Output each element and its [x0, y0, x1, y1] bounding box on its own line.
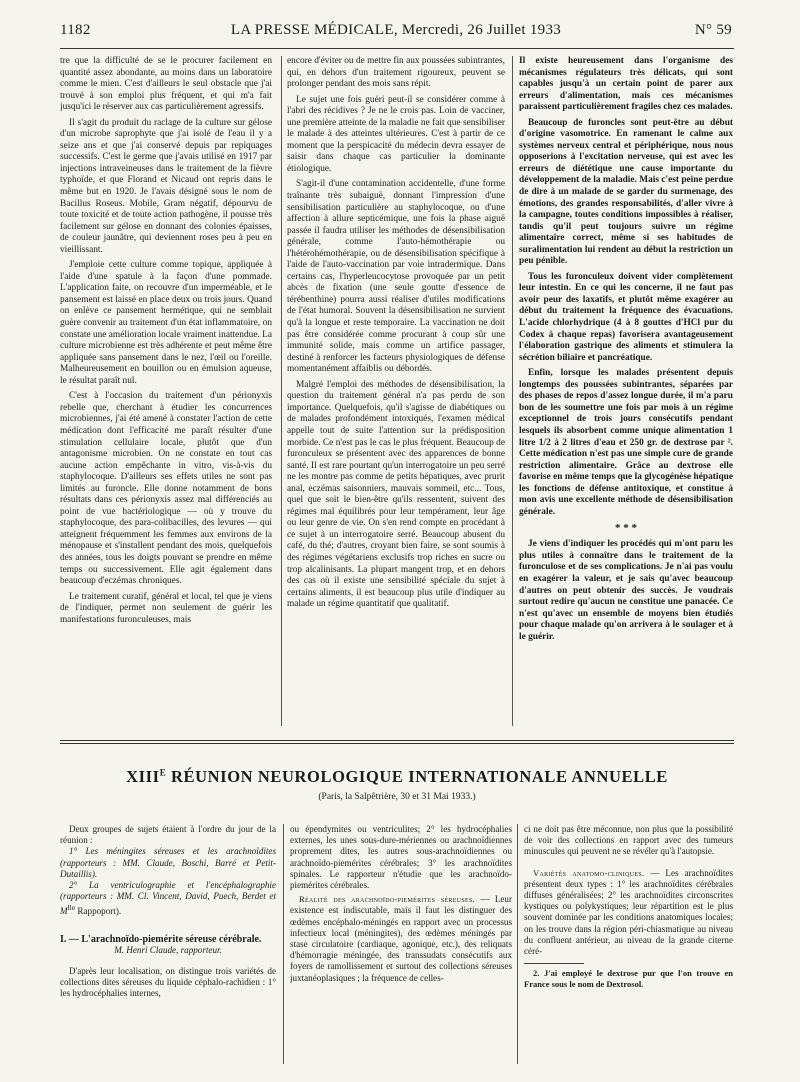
- paragraph: D'après leur localisation, on distingue trois variétés de collections dites séreuses du liquide céphalo-rachidien : 1° les hydrocéphalies internes,: [60, 966, 276, 999]
- paragraph: Enfin, lorsque les malades présentent depuis longtemps des poussées subintrantes, séparées par des phases de repos d'assez longue durée, il m'a paru bon de les soumettre une fois par mois à un régime exceptionnel de trois jours consécutifs pendant lesquels ils absorbent comme unique alimentation 1 litre 1/2 à 2 litres d'eau et 250 gr. de dextrose par ². Cette médication n'est pas une simple cure de grande restriction alimentaire. Grâce au dextrose elle favorise en même temps que la glycogénèse hépatique les fonctions de défense antitoxique, et constitue à mon avis une excellente méthode de désensibilisation générale.: [519, 368, 733, 517]
- paragraph: Il existe heureusement dans l'organisme des mécanismes régulateurs très délicats, qui sont capables jusqu'à un certain point de parer aux erreurs d'alimentation, mais ces mécanismes paraissent particulièrement fragiles chez ces malades.: [519, 56, 733, 113]
- report-author: M. Henri Claude, rapporteur.: [114, 944, 222, 955]
- report-column-2: [290, 824, 512, 1064]
- article-column-2: [287, 56, 505, 726]
- paragraph: encore d'éviter ou de mettre fin aux poussées subintrantes, qui, en dehors d'un traitement rigoureux, peuvent se prolonger pendant des mois sans répit.: [287, 56, 505, 90]
- report-heading: I. — L'arachnoïdo-piemérite séreuse cérébrale.: [60, 933, 262, 945]
- page-number: 1182: [60, 22, 91, 38]
- paragraph: C'est à l'occasion du traitement d'un périonyxis rebelle que, cherchant à étudier les concurrences microbiennes, j'ai été amené à constater l'action de cette médication dont l'efficacité me paraît résulter d'une stimulation cellulaire locale, plutôt que d'un antagonisme microbien. On ne constate en tout cas aucune action empêchante in vitro, vis-à-vis du staphylocoque. D'ailleurs ses effets utiles ne sont pas limités au furoncle. Elle donne notamment de bons résultats dans ces périonyxis assez mal différenciés au point de vue bactériologique — où y trouve du staphylocoque, des para-colibacilles, des levures — qui atteignent fréquemment les femmes aux environs de la ménopause et s'installent pendant des mois, quelquefois des années, tous les doigts pouvant se prendre en même temps ou successivement. Elle agit également dans beaucoup d'eczémas chroniques.: [60, 391, 272, 587]
- section-rule: [60, 740, 734, 741]
- journal-title: LA PRESSE MÉDICALE, Mercredi, 26 Juillet 1933: [230, 22, 562, 38]
- paragraph: Réalité des arachnoïdo-piemérites séreuses. — Leur existence est indiscutable, mais il faut les distinguer des œdèmes encéphalo-méningés en rapport avec un processus infectieux local (méningites), des œdèmes méningés par stase circulatoire (cardiaque, agonique, etc.), des reliquats d'hémorragie méningée, des transsudats consécutifs aux foyers de ramollissement et surtout des collections séreuses juxtanéoplasiques ; la fréquence de celles-: [290, 894, 512, 983]
- section-stars: * * *: [615, 522, 637, 535]
- paragraph: Je viens d'indiquer les procédés qui m'ont paru les plus utiles à connaître dans le traitement de la furonculose et de ses complications. Je n'ai pas voulu en exagérer la valeur, et je sais qu'avec beaucoup d'autres on peut obtenir des succès. Je voudrais surtout redire qu'aucun ne constitue une panacée. Ce n'est qu'avec un ensemble de moyens bien étudiés pour chaque malade qu'on arrivera à le soulager et à le guérir.: [519, 539, 733, 642]
- report-column-1: [60, 824, 276, 1064]
- paragraph: Malgré l'emploi des méthodes de désensibilisation, la question du traitement général n'a pas perdu de son importance. Quelquefois, qu'il s'agisse de diabétiques ou de malades profondément intoxiqués, l'examen médical appelle tout de suite l'attention sur la prédisposition morbide. Ce n'est pas le cas le plus fréquent. Beaucoup de furonculeux se présentent avec des apparences de bonne santé. Il est rare pourtant qu'un interrogatoire un peu serré ne les montre pas comme de petits hépatiques, avec prurit anal, eczémas saisonniers, mauvais sommeil, etc... Tous, quel que soit le bien-être qu'ils ressentent, suivent des régimes mal équilibrés pour leur tempérament, leur âge ou leur genre de vie. On s'en rend compte en procédant à ce sujet à un interrogatoire serré. Beaucoup abusent du café, du thé; d'autres, croyant bien faire, se sont soumis à des régimes végétariens exclusifs trop riches en sucre ou trop alcalinisants. La plupart mangent trop, et en dehors des cas où il existe une sensibilité spéciale du sujet à certains aliments, il est beaucoup plus utile d'indiquer au malade un régime quantitatif que qualitatif.: [287, 379, 505, 610]
- paragraph: ci ne doit pas être méconnue, non plus que la possibilité de voir des collections en rapport avec des tumeurs minuscules qui peuvent ne se révéler qu'à l'autopsie.: [524, 824, 733, 857]
- column-rule: [281, 56, 282, 726]
- paragraph: 2° La ventriculographie et l'encéphalographie (rapporteurs : MM. Cl. Vincent, David, Puech, Berdet et $M^{lle}$ Rappoport).: [60, 880, 276, 917]
- paragraph: Beaucoup de furoncles sont peut-être au début d'origine vasomotrice. En ramenant le calme aux systèmes nerveux central et périphérique, nous nous opposerions à l'excitation nerveuse, qui est avec les erreurs de diététique une cause importante du développement de la maladie. Mais c'est peine perdue de dire à un malade de se garder du surmenage, des émotions, des grandes responsabilités, d'aller vivre à la campagne, toutes conditions impossibles à réaliser, tandis qu'il peut toujours suivre un régime alimentaire correct, même si ses habitudes de suralimentation lui rendent au début la restriction un peu pénible.: [519, 117, 733, 267]
- paragraph: Le traitement curatif, général et local, tel que je viens de l'indiquer, permet non seulement de guérir les manifestations furonculeuses, mais: [60, 591, 272, 625]
- column-rule: [283, 824, 284, 1064]
- paragraph: J'emploie cette culture comme topique, appliquée à l'aide d'une spatule à la façon d'une pommade. L'application faite, on recouvre d'un imperméable, et le pansement est laissé en place deux ou trois jours. Quand on enlève ce pansement hermétique, qui ne semblait guère convenir au traitement d'un état inflammatoire, on constate une amélioration locale vraiment inattendue. La culture microbienne est très adhérente et peut même être appliquée sans pansement dans le nez, l'œil ou l'oreille. Malheureusement en bouillon ou en émulsion aqueuse, le résultat paraît nul.: [60, 260, 272, 386]
- column-rule: [512, 56, 513, 726]
- paragraph: Il s'agit du produit du raclage de la culture sur gélose d'un microbe saprophyte que j'ai isolé de l'eau il y a seize ans et que j'ai conservé depuis par repiquages successifs. C'est le germe que j'avais utilisé en 1917 par injections intraveineuses dans le traitement de la fièvre typhoïde, et que Florand et Nicaud ont repris dans le même but en 1920. Je l'avais désigné sous le nom de Bacillus Roseus. Mobile, Gram négatif, dépourvu de toute toxicité et de toute action pathogène, il pousse très facilement sur gélose en donnant des colonies épaisses, de couleur jaunâtre, qui deviennent roses peu à peu en vieillissant.: [60, 117, 272, 255]
- header-rule: [60, 48, 734, 49]
- section-rule: [60, 743, 734, 744]
- report-column-3: [524, 824, 733, 1064]
- paragraph: Deux groupes de sujets étaient à l'ordre du jour de la réunion :: [60, 824, 276, 846]
- paragraph: Le sujet une fois guéri peut-il se considérer comme à l'abri des récidives ? Je ne le crois pas. Loin de vacciner, une première atteinte de la maladie ne fait que sensibiliser le malade à des atteintes ultérieures. C'est à partir de ce moment que la perspicacité du médecin devra essayer de saisir dans chaque cas particulier la dominante étiologique.: [287, 94, 505, 174]
- running-header: [60, 22, 732, 44]
- paragraph: tre que la difficulté de se le procurer facilement en quantité assez abondante, au moins dans un laboratoire comme le mien. C'est d'ailleurs le seul obstacle que j'ai trouvé à son emploi plus fréquent, et qui m'a fait jusqu'ici le réserver aux cas particulièrement agressifs.: [60, 56, 272, 113]
- column-rule: [517, 824, 518, 1064]
- paragraph: Tous les furonculeux doivent vider complètement leur intestin. En ce qui les concerne, il ne faut pas avoir peur des laxatifs, et plutôt même exagérer au début du traitement la fréquence des évacuations. L'acide chlorhydrique (4 à 8 gouttes d'HCl pur du Codex à chaque repas) favorisera avantageusement l'élaboration gastrique des aliments et stimulera la sécrétion biliaire et pancréatique.: [519, 271, 733, 363]
- issue-number: N° 59: [694, 22, 732, 38]
- footnote-rule: [524, 963, 584, 964]
- footnote: 2. J'ai employé le dextrose pur que l'on trouve en France sous le nom de Dextrosol.: [524, 968, 733, 989]
- paragraph: 1° Les méningites séreuses et les arachnoïdites (rapporteurs : MM. Claude, Boschi, Barré et Petit-Dutaillis).: [60, 846, 276, 879]
- paragraph: S'agit-il d'une contamination accidentelle, d'une forme traînante très subaiguë, donnant l'impression d'une sensibilisation particulière au staphylocoque, ou d'une affection à allure septicémique, une fois la phase aiguë passée il faudra utiliser les méthodes de désensibilisation générale, comme l'auto-hémothérapie ou l'hétérohémothérapie, ou de désensibilisation spécifique à l'aide de l'auto-vaccination par voie intradermique. Dans certains cas, l'hyperleucocytose provoquée par un petit abcès de fixation (une seule goutte d'essence de térébenthine) pourra aussi réaliser d'utiles modifications de l'état humoral. Souvent la désensibilisation ne survient qu'à la longue et reste temporaire. La vaccination ne doit pas être considérée comme procurant à coup sûr une immunité solide, mais comme un artifice passager, destiné à renforcer les facteurs physiologiques de défense momentanément affaiblis ou débordés.: [287, 179, 505, 375]
- article-column-3: [519, 56, 733, 726]
- article-column-1: [60, 56, 272, 726]
- section-title: $XIII^E$ RÉUNION NEUROLOGIQUE INTERNATIONALE ANNUELLE: [126, 767, 668, 786]
- paragraph: Variétés anatomo-cliniques. — Les arachnoïdites présentent deux types : 1° les arachnoïdites cérébrales diffuses généralisées; 2° les arachnoïdites circonscrites kystiques ou polykystiques; leur répartition est le plus souvent dominée par les conditions anatomiques locales; on les trouve dans la région péri-chiasmatique au niveau du confluent antérieur, au niveau de la grande citerne céré-: [524, 867, 733, 957]
- paragraph: ou épendymites ou ventriculites; 2° les hydrocéphalies externes, les unes sous-dure-mériennes ou arachnoïdiennes proprement dites, les autres sous-arachnoïdiennes ou arachnoïdo-piemérites cérébrales; 3° les arachnoïdites spinales. Le rapporteur n'étudie que les arachnoïdo-piemérites cérébrales.: [290, 824, 512, 891]
- section-subtitle: (Paris, la Salpêtrière, 30 et 31 Mai 1933.): [318, 792, 476, 802]
